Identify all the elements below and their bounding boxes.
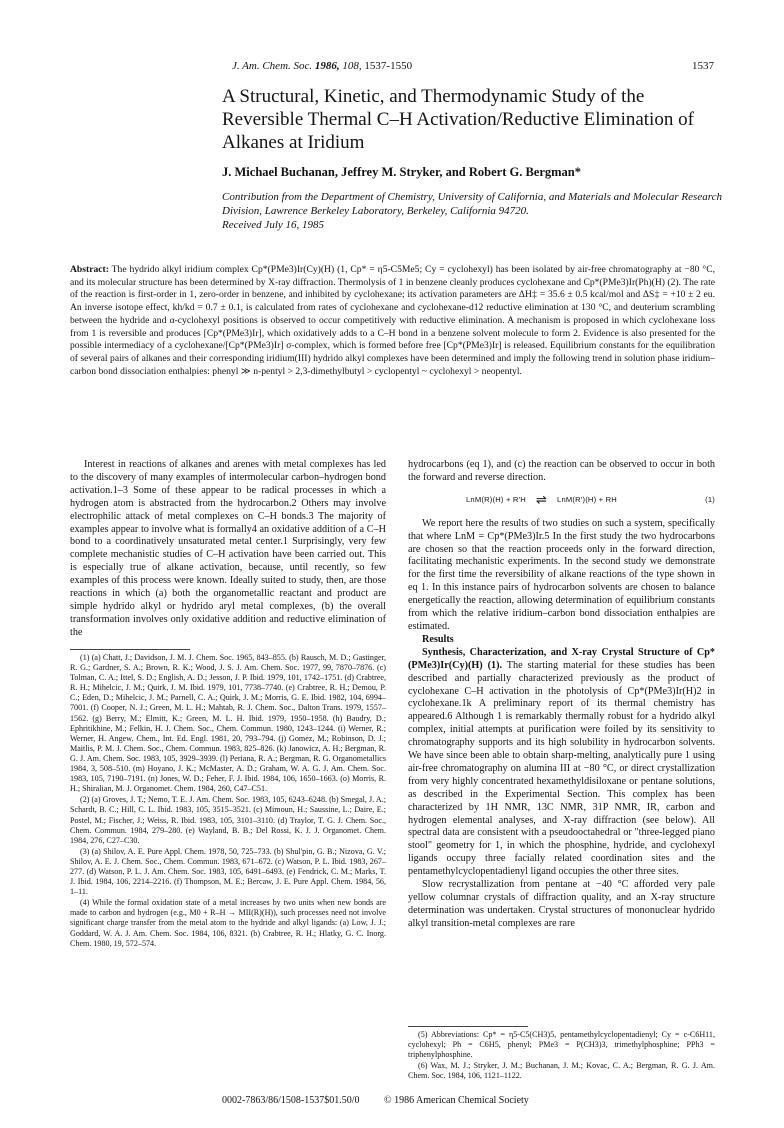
page-number: 1537 [692, 60, 714, 72]
abstract-label: Abstract: [70, 264, 109, 275]
footnotes-right [408, 1030, 715, 1082]
footnote-2: (2) (a) Groves, J. T.; Nemo, T. E. J. Am. Chem. Soc. 1983, 105, 6243–6248. (b) Smegal, J. A.; Schardt, B. C.; Hill, C. L. Ibid. 1983, 105, 3515–3521. (c) Mimoun, H.; Saussine, L.; Daire, E.; Postel, M.; Fischer, J.; Weiss, R. Ibid. 1983, 105, 3101–3110. (d) Traylor, T. G. J. Chem. Soc., Chem. Commun. 1984, 279–280. (e) Wayland, B. B.; Del Rossi, K. J. J. Organomet. Chem. 1984, 276, C27–C30. [70, 795, 386, 845]
results-heading: Results [422, 633, 454, 645]
synthesis-text: The starting material for these studies has been described and partially characterized previously as the product of cyclohexane C–H activation in the photolysis of Cp*(PMe3)Ir(H)2 in cyclohexane.1k A preliminary report of its thermal chemistry has appeared.6 Although 1 is remarkably thermally robust for a hydrido alkyl complex, initial attempts at purification were foiled by its sensitivity to chromatography supports and its high solubility in hydrocarbon solvents. We have since been able to obtain sharp-melting, analytically pure 1 using air-free chromatography on alumina III at −80 °C, or direct crystallization from very highly concentrated hexamethyldisiloxane or pentane solutions, as described in the Experimental Section. This complex has been characterized by 1H NMR, 13C NMR, 31P NMR, IR, carbon and hydrogen elemental analyses, and X-ray diffraction (see below). All spectral data are consistent with a pseudooctahedral or "three-legged piano stool" geometry for 1, in which the phosphine, hydride, and cyclohexyl ligands occupy three facially related coordination sites and the pentamethylcyclopentadienyl ligand occupies the other three sites. [408, 659, 715, 878]
equilibrium-arrow-icon: ⇌ [535, 492, 548, 508]
intro-continuation: hydrocarbons (eq 1), and (c) the reaction can be observed to occur in both the forward and reverse direction. [408, 459, 715, 483]
affiliation: Contribution from the Department of Chemistry, University of California, and Materials and Molecular Research Division, Lawrence Berkeley Laboratory, Berkeley, California 94720. [222, 191, 722, 217]
body-left-column [70, 459, 386, 640]
equation-left: LnM(R)(H) + R'H [466, 494, 526, 504]
article-title: A Structural, Kinetic, and Thermodynamic Study of the Reversible Thermal C–H Activation/Reductive Elimination of Alkanes at Iridium [222, 86, 694, 153]
footnote-rule-right [408, 1026, 528, 1027]
journal-year: 1986, [314, 60, 340, 72]
equation-number: (1) [705, 494, 715, 504]
footnote-1: (1) (a) Chatt, J.; Davidson, J. M. J. Chem. Soc. 1965, 843–855. (b) Rausch, M. D.; Gastinger, R. G.; Gardner, S. A.; Brown, R. K.; Wood, J. S. J. Am. Chem. Soc. 1977, 99, 7870–7876. (c) Tolman, C. A.; Ittel, S. D.; English, A. D.; Jesson, J. P. Ibid. 1979, 101, 1742–1751. (d) Crabtree, R. H.; Mihelcic, J. M.; Quirk, J. M. Ibid. 1979, 101, 7738–7740. (e) Crabtree, R. H.; Demou, P. C.; Eden, D.; Mihelcic, J. M.; Parnell, C. A.; Quirk, J. M.; Morris, G. E. Ibid. 1982, 104, 6994–7001. (f) Cooper, N. J.; Green, M. L. H.; Mahtab, R. J. Chem. Soc., Dalton Trans. 1979, 1557–1562. (g) Berry, M.; Elmitt, K.; Green, M. L. H. Ibid. 1979, 1950–1958. (h) Baudry, D.; Ephritikhine, M.; Felkin, H. J. Chem. Soc., Chem. Commun. 1980, 1243–1244. (i) Werner, R.; Werner, H. Angew. Chem., Int. Ed. Engl. 1981, 20, 793–794. (j) Gomez, M.; Robinson, D. J.; Maitlis, P. M. J. Chem. Soc., Chem. Commun. 1983, 825–826. (k) Janowicz, A. H.; Bergman, R. G. J. Am. Chem. Soc. 1983, 105, 3929–3939. (l) Periana, R. A.; Bergman, R. G. Organometallics 1984, 3, 508–510. (m) Hoyano, J. K.; McMaster, A. D.; Graham, W. A. G. J. Am. Chem. Soc. 1983, 105, 7190–7191. (n) Jones, W. D.; Feher, F. J. Ibid. 1984, 106, 1650–1663. (o) Morris, R. H.; Shiralian, M. J. Organomet. Chem. 1984, 260, C47–C51. [70, 653, 386, 794]
footnotes-left [70, 653, 386, 950]
journal-pages: 1537-1550 [364, 60, 413, 72]
footnote-5: (5) Abbreviations: Cp* = η5-C5(CH3)5, pentamethylcyclopentadienyl; Cy = c-C6H11, cyclohexyl; Ph = C6H5, phenyl; PMe3 = P(CH3)3, trimethylphosphine; PPh3 = triphenylphosphine. [408, 1030, 715, 1060]
article-authors: J. Michael Buchanan, Jeffrey M. Stryker, and Robert G. Bergman* [222, 165, 582, 179]
affiliation-block [222, 190, 722, 232]
journal-name: J. Am. Chem. Soc. [232, 60, 313, 72]
equation-right: LnM(R')(H) + RH [557, 494, 617, 504]
crystal-paragraph: Slow recrystallization from pentane at −40 °C afforded very pale yellow columnar crystals of diffraction quality, and an X-ray structure determination was undertaken. Crystal structures of mononuclear hydrido alkyl transition-metal complexes are rare [408, 879, 715, 929]
abstract [70, 264, 715, 378]
journal-volume: 108, [342, 60, 362, 72]
copyright-notice: © 1986 American Chemical Society [384, 1095, 529, 1106]
intro-paragraph: Interest in reactions of alkanes and arenes with metal complexes has led to the discovery of many examples of intermolecular carbon–hydrogen bond activation.1–3 Some of these appear to be radical processes in which a hydrogen atom is abstracted from the hydrocarbon.2 Others may involve electrophilic attack of metal complexes on C–H bonds.3 The majority of examples appear to involve what is formally4 an oxidative addition of a C–H bond to a coordinatively unsaturated metal center.1 Surprisingly, very few complete mechanistic studies of C–H activation have been carried out. This is especially true of alkane activation, because, until recently, so few examples of this process were known. Ideally suited to study, then, are those reactions in which (a) both the organometallic reactant and product are simple hydrido alkyl or hydrido aryl metal complexes, (b) the overall transformation involves only oxidative addition and reductive elimination of the [70, 459, 386, 638]
abstract-text: The hydrido alkyl iridium complex Cp*(PMe3)Ir(Cy)(H) (1, Cp* = η5-C5Me5; Cy = cyclohexyl) has been isolated by air-free chromatography at −80 °C, and its molecular structure has been determined by X-ray diffraction. Thermolysis of 1 in benzene cleanly produces cyclohexane and Cp*(PMe3)Ir(Ph)(H) (2). The rate of the reaction is first-order in 1, zero-order in benzene, and inhibited by cyclohexane; its activation parameters are ΔH‡ = 35.6 ± 0.5 kcal/mol and ΔS‡ = +10 ± 2 eu. An inverse isotope effect, kh/kd = 0.7 ± 0.1, is calculated from rates of cyclohexane and cyclohexane-d12 reductive elimination at 130 °C, and deuterium scrambling between the hydride and α-cyclohexyl positions is observed to occur competitively with reductive elimination. A mechanism is proposed in which cyclohexane loss from 1 is reversible and produces [Cp*(PMe3)Ir], which oxidatively adds to a C–H bond in a benzene solvent molecule to form 2. Evidence is also presented for the possible intermediacy of a cyclohexane/[Cp*(PMe3)Ir] σ-complex, which is formed before free [Cp*(PMe3)Ir] is released. Equilibrium constants for the equilibration of several pairs of alkanes and their corresponding iridium(III) hydrido alkyl complexes have been determined and imply the following trend in solution phase iridium–carbon bond dissociation enthalpies: phenyl ≫ n-pentyl > 2,3-dimethylbutyl > cyclopentyl ~ cyclohexyl > neopentyl. [70, 264, 715, 377]
footnote-4: (4) While the formal oxidation state of a metal increases by two units when new bonds are made to carbon and hydrogen (e.g., M0 + R–H → MII(R)(H)), such processes need not involve significant charge transfer from the metal atom to the hydride and alkyl ligands: (a) Low, J. J.; Goddard, W. A. J. Am. Chem. Soc. 1984, 106, 8321. (b) Crabtree, R. H.; Hlatky, G. C. Inorg. Chem. 1980, 19, 572–574. [70, 898, 386, 948]
footnote-3: (3) (a) Shilov, A. E. Pure Appl. Chem. 1978, 50, 725–733. (b) Shul'pin, G. B.; Nizova, G. V.; Shilov, A. E. J. Chem. Soc., Chem. Commun. 1983, 671–672. (c) Watson, P. L. Ibid. 1983, 267–277. (d) Watson, P. L. J. Am. Chem. Soc. 1983, 105, 6491–6493. (e) Fendrick, C. M.; Marks, T. J. Ibid. 1984, 106, 2214–2216. (f) Thompson, M. E.; Bercaw, J. E. Pure Appl. Chem. 1984, 56, 1–11. [70, 846, 386, 897]
report-paragraph: We report here the results of two studies on such a system, specifically that where LnM = Cp*(PMe3)Ir.5 In the first study the two hydrocarbons are chosen so that the reaction proceeds only in the forward direction, facilitating mechanistic experiments. In the second study we demonstrate for the first time the reversibility of alkane reactions of the type shown in eq 1. In this instance pairs of hydrocarbon solvents are chosen to balance energetically the reaction, allowing determination of equilibrium constants from which the relative iridium–carbon bond dissociation enthalpies are estimated. [408, 517, 715, 632]
equation-1 [408, 494, 715, 507]
received-date: Received July 16, 1985 [222, 219, 325, 231]
synthesis-paragraph [408, 647, 715, 879]
page-footer [222, 1095, 642, 1106]
equation-body [466, 494, 617, 507]
body-right-column [408, 459, 715, 931]
synthesis-subheading: Synthesis, Characterization, and X-ray Crystal Structure of Cp*(PMe3)Ir(Cy)(H) (1). [408, 646, 715, 671]
running-head [232, 60, 712, 72]
footnote-6: (6) Wax, M. J.; Stryker, J. M.; Buchanan, J. M.; Kovac, C. A.; Bergman, R. G. J. Am. Chem. Soc. 1984, 106, 1121–1122. [408, 1061, 715, 1081]
issn-code: 0002-7863/86/1508-1537$01.50/0 [222, 1095, 360, 1106]
footnote-rule-left [70, 649, 190, 650]
